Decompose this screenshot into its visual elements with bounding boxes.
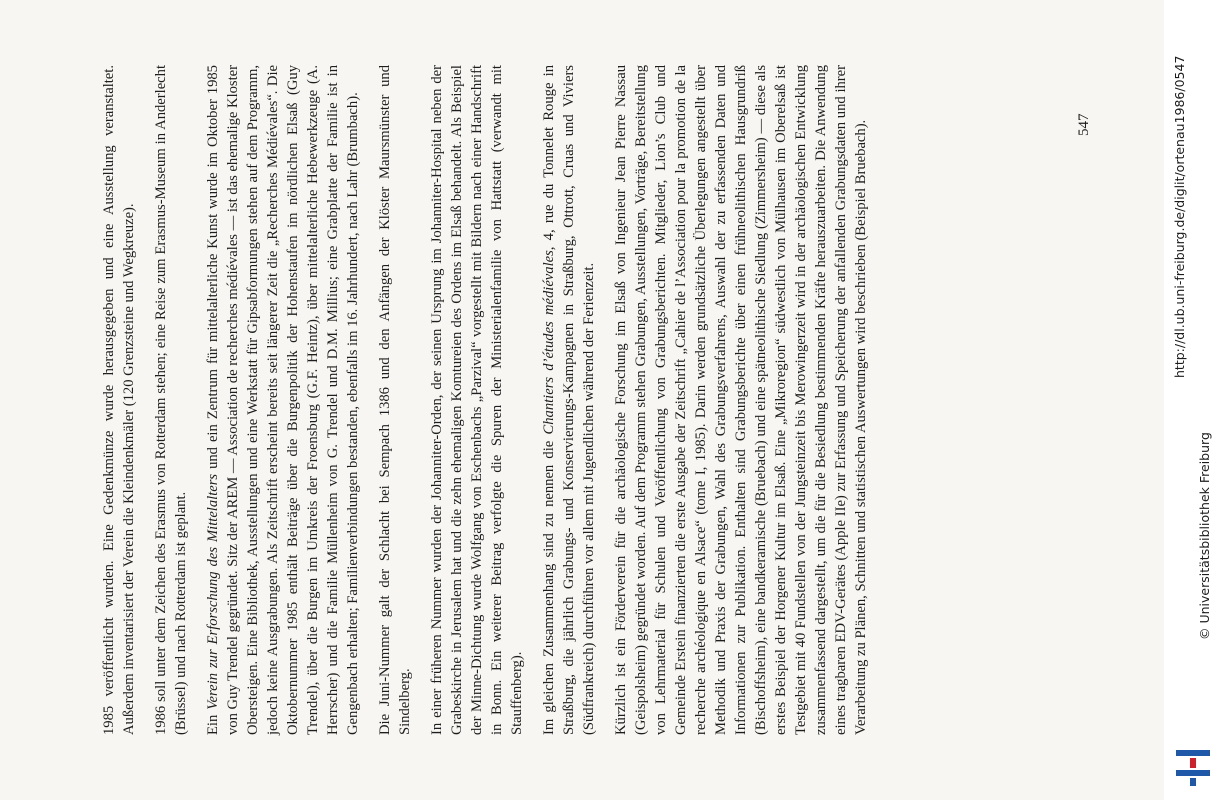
- copyright-text: © Universitätsbibliothek Freiburg: [1197, 432, 1212, 640]
- paragraph-3-text: Ein Verein zur Erforschung des Mittelalters und ein Zentrum für mittelalterliche Kunst wurde im Oktober 1985 von Guy Trendel gegründet. Sitz der AREM — Association de recherches médiévales — ist das ehemalige Kloster Obersteigen. Eine Bibliothek, Ausstellungen und eine Werkstatt für Gipsabformungen stehen auf dem Programm, jedoch keine Ausgrabungen. Als Zeitschrift erscheint bereits seit längerer Zeit die „Recherches Médiévales“. Die Oktobernummer 1985 enthält Beiträge über die Burgenpolitik der Hohenstaufen im nördlichen Elsaß (Guy Trendel), über die Burgen im Umkreis der Froensburg (G.F. Heintz), über mittelalterliche Hebewerkzeuge (A. Herrscher) und die Familie Müllenheim von G. Trendel und D.M. Millius; eine Grabplatte der Familie ist in Gengenbach erhalten; Familienverbindungen bestanden, ebenfalls im 16. Jahrhundert, nach Lahr (Brumbach).: [205, 65, 361, 735]
- logo-blue-bar-top: [1176, 750, 1210, 756]
- italic-title: Chantiers d’études médiévales: [541, 250, 557, 435]
- paragraph-1: 1985 veröffentlicht wurden. Eine Gedenkmünze wurde herausgegeben und eine Ausstellung veranstaltet. Außerdem inventarisiert der Verein die Kleindenkmäler (120 Grenzsteine und Wegkreuze).: [101, 65, 137, 735]
- paragraph-3: [203, 65, 363, 735]
- logo-blue-stem: [1190, 778, 1196, 786]
- logo-red-bar: [1190, 758, 1196, 768]
- source-url-link[interactable]: http://dl.ub.uni-freiburg.de/diglit/ortenau1986/0547: [1172, 55, 1187, 378]
- paragraph-5: In einer früheren Nummer wurden der Johanniter-Orden, der seinen Ursprung im Johanniter-Hospital neben der Grabeskirche in Jerusalem hat und die zehn ehemaligen Komtureien des Ordens im Elsaß behandelt. Als Beispiel der Minne-Dichtung wurde Wolfgang von Eschenbachs „Parzival“ vorgestellt mit Bildern nach einer Handschrift in Bonn. Ein weiterer Beitrag verfolgte die Spuren der Ministerialenfamilie von Hattstatt (verwandt mit Stauffenberg).: [429, 65, 525, 735]
- paragraph-6-text: Im gleichen Zusammenhang sind zu nennen die Chantiers d’études médiévales, 4, rue du Tonnelet Rouge in Straßburg, die jährlich Grabungs- und Konservierungs-Kampagnen in Straßburg, Ottrott, Cruas und Viviers (Südfrankreich) durchführen vor allem mit Jugendlichen während der Ferienzeit.: [541, 65, 597, 735]
- logo-blue-bar-bottom: [1176, 770, 1210, 776]
- paragraph-2: 1986 soll unter dem Zeichen des Erasmus von Rotterdam stehen; eine Reise zum Erasmus-Museum in Anderlecht (Brüssel) und nach Rotterdam ist geplant.: [153, 65, 189, 735]
- paragraph-4: Die Juni-Nummer galt der Schlacht bei Sempach 1386 und den Anfängen der Klöster Maursmünster und Sindelberg.: [377, 65, 413, 735]
- page-text-block: [99, 65, 1057, 735]
- ub-freiburg-logo-icon: [1170, 742, 1216, 790]
- paragraph-6: [539, 65, 599, 735]
- page-number: 547: [1076, 113, 1092, 136]
- italic-title: Verein zur Erforschung des Mittelalters: [205, 473, 221, 710]
- paragraph-7: Kürzlich ist ein Förderverein für die archäologische Forschung im Elsaß von Ingenieur Jean Pierre Nassau (Geispolsheim) gegründet worden. Auf dem Programm stehen Grabungen, Ausstellungen, Vorträge, Bereitstellung von Lehrmaterial für Schulen und Veröffentlichung von Grabungsberichten. Mitglieder, Lion’s Club und Gemeinde Erstein finanzierten die erste Ausgabe der Zeitschrift „Cahier de l’Association pour la promotion de la recherche archéologique en Alsace“ (tome I, 1985). Darin werden grundsätzliche Überlegungen angestellt über Methodik und Praxis der Grabungen, Wahl des Grabungsverfahrens, Auswahl der zu erfassenden Daten und Informationen zur Publikation. Enthalten sind Grabungsberichte über einen frühneolithischen Hausgrundriß (Bischoffsheim), eine bandkeramische (Bruebach) und eine spätneolithische Siedlung (Zimmersheim) — diese als erstes Beispiel der Horgener Kultur im Elsaß. Eine „Mikroregion“ südwestlich von Mülhausen im Oberelsaß ist Testgebiet mit 40 Fundstellen von der Jungsteinzeit bis Merowingerzeit wird in der archäologischen Entwicklung zusammenfassend dargestellt, um die für die Besiedlung bestimmenden Kräfte herauszuarbeiten. Die Anwendung eines tragbaren EDV-Gerätes (Apple IIe) zur Erfassung und Speicherung der anfallenden Grabungsdaten und ihrer Verarbeitung zu Plänen, Schnitten und statistischen Auswertungen wird beschrieben (Beispiel Bruebach).: [613, 65, 869, 735]
